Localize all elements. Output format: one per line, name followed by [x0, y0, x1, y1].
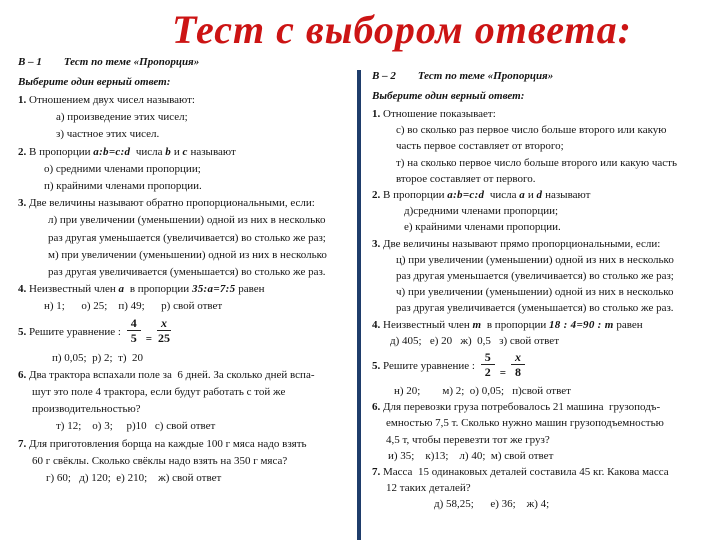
question-number: 6.	[372, 401, 383, 414]
question-continuation-line: емностью 7,5 т. Сколько нужно машин грузоподъемностью	[386, 417, 664, 430]
answer-options-line: г) 60; д) 120; е) 210; ж) свой ответ	[46, 472, 222, 485]
question-line: 2. В пропорции a:b=c:d числа a и d называют	[372, 189, 591, 202]
variant-2-subject: Тест по теме «Пропорция»	[417, 70, 554, 82]
answer-options-line: д)средними членами пропорции;	[404, 205, 559, 218]
question-line: 3. Две величины называют прямо пропорциональными, если:	[372, 237, 661, 250]
answer-options-line: с) во сколько раз первое число больше второго или какую	[396, 124, 667, 137]
question-line: 4. Неизвестный член а в пропорции 35:а=7:5 равен	[18, 283, 265, 296]
question-number: 3.	[372, 237, 383, 250]
question-continuation-line: раз другая увеличивается (уменьшается) во столько же раз.	[48, 266, 326, 279]
question-number: 7.	[372, 466, 383, 479]
answer-options-line: ц) при увеличении (уменьшении) одной из них в несколько	[396, 253, 674, 266]
variant-1-questions	[18, 92, 358, 487]
variant-2-questions	[372, 106, 718, 513]
question-line: 1. Отношение показывает:	[372, 108, 496, 120]
column-variant-2	[372, 66, 718, 513]
answer-options-line: л) при увеличении (уменьшении) одной из них в несколько	[48, 214, 326, 227]
answer-options-line: ч) при увеличении (уменьшении) одной из них в несколько	[396, 286, 674, 299]
column-variant-1	[18, 52, 358, 487]
variant-2-instruction: Выберите один верный ответ:	[372, 90, 525, 102]
question-continuation-line: 12 таких деталей?	[386, 482, 471, 495]
answer-options-line: и) 35; к)13; л) 40; м) свой ответ	[388, 449, 554, 462]
variant-1-subject: Тест по теме «Пропорция»	[63, 56, 200, 68]
question-continuation-line: раз другая увеличивается (уменьшается) во столько же раз.	[396, 302, 674, 315]
answer-options-line: м) при увеличении (уменьшении) одной из них в несколько	[48, 248, 327, 261]
answer-options-line: н) 20; м) 2; о) 0,05; п)свой ответ	[394, 385, 571, 398]
question-number: 2.	[18, 145, 29, 158]
question-number: 3.	[18, 197, 29, 210]
question-continuation-line: 4,5 т, чтобы перевезти тот же груз?	[386, 433, 550, 446]
question-line: 2. В пропорции a:b=c:d числа b и c называют	[18, 145, 236, 158]
proportion-equation: $\frac{5}{2}$ = $\frac{x}{8}$	[478, 351, 528, 382]
question-continuation-line: часть первое составляет от второго;	[396, 140, 564, 153]
answer-options-line: п) крайними членами пропорции.	[44, 180, 202, 193]
question-number: 4.	[372, 318, 383, 331]
question-number: 6.	[18, 368, 29, 381]
question-continuation-line: раз другая уменьшается (увеличивается) во столько же раз;	[396, 270, 674, 283]
answer-options-line: а) произведение этих чисел;	[56, 111, 188, 124]
answer-options-line: н) 1; о) 25; п) 49; р) свой ответ	[44, 300, 223, 313]
page-title: Тест с выбором ответа:	[172, 7, 632, 52]
question-number: 1.	[372, 108, 383, 120]
question-line: 6. Для перевозки груза потребовалось 21 машина грузоподъ-	[372, 401, 661, 414]
answer-options-line: т) на сколько первое число больше второго или какую часть	[396, 156, 677, 169]
question-continuation-line: второе составляет от первого.	[396, 172, 536, 185]
question-line: 3. Две величины называют обратно пропорциональными, если:	[18, 197, 315, 210]
variant-2-header	[372, 66, 718, 86]
variant-1-label: В – 1	[18, 56, 42, 68]
question-number: 2.	[372, 189, 383, 202]
proportion-equation: $\frac{4}{5}$ = $\frac{x}{25}$	[124, 317, 174, 349]
question-line: 4. Неизвестный член т в пропорции 18 : 4=90 : т равен	[372, 318, 643, 331]
question-line: 6. Два трактора вспахали поле за 6 дней. За сколько дней вспа-	[18, 368, 315, 381]
question-line: 7. Масса 15 одинаковых деталей составила 45 кг. Какова масса	[372, 466, 669, 479]
question-continuation-line: 60 г свёклы. Сколько свёклы надо взять на 350 г мяса?	[32, 454, 288, 467]
answer-options-line: з) частное этих чисел.	[56, 128, 160, 141]
answer-options-line: о) средними членами пропорции;	[44, 162, 201, 175]
answer-options-line: д) 58,25; е) 36; ж) 4;	[434, 498, 550, 511]
question-number: 4.	[18, 283, 29, 296]
question-number: 7.	[18, 437, 29, 450]
question-number: 5.	[18, 326, 29, 339]
question-line: 5. Решите уравнение : $\frac{4}{5}$ = $\frac{x}{25}$	[18, 316, 358, 350]
variant-1-header	[18, 52, 358, 72]
answer-options-line: п) 0,05; р) 2; т) 20	[52, 351, 144, 364]
question-continuation-line: шут это поле 4 трактора, если будут работать с той же	[32, 386, 286, 399]
answer-options-line: т) 12; о) 3; р)10 с) свой ответ	[56, 420, 216, 433]
answer-options-line: е) крайними членами пропорции.	[404, 221, 561, 234]
question-line: 5. Решите уравнение : $\frac{5}{2}$ = $\frac{x}{8}$	[372, 349, 718, 383]
question-number: 5.	[372, 359, 383, 372]
variant-2-label: В – 2	[372, 70, 396, 82]
question-line: 7. Для приготовления борща на каждые 100 г мяса надо взять	[18, 437, 307, 450]
question-line: 1. Отношением двух чисел называют:	[18, 94, 195, 106]
variant-1-instruction: Выберите один верный ответ:	[18, 76, 171, 88]
answer-options-line: д) 405; е) 20 ж) 0,5 з) свой ответ	[390, 334, 560, 347]
question-continuation-line: раз другая уменьшается (увеличивается) во столько же раз;	[48, 231, 326, 244]
question-continuation-line: производительностью?	[32, 403, 141, 416]
question-number: 1.	[18, 94, 29, 106]
